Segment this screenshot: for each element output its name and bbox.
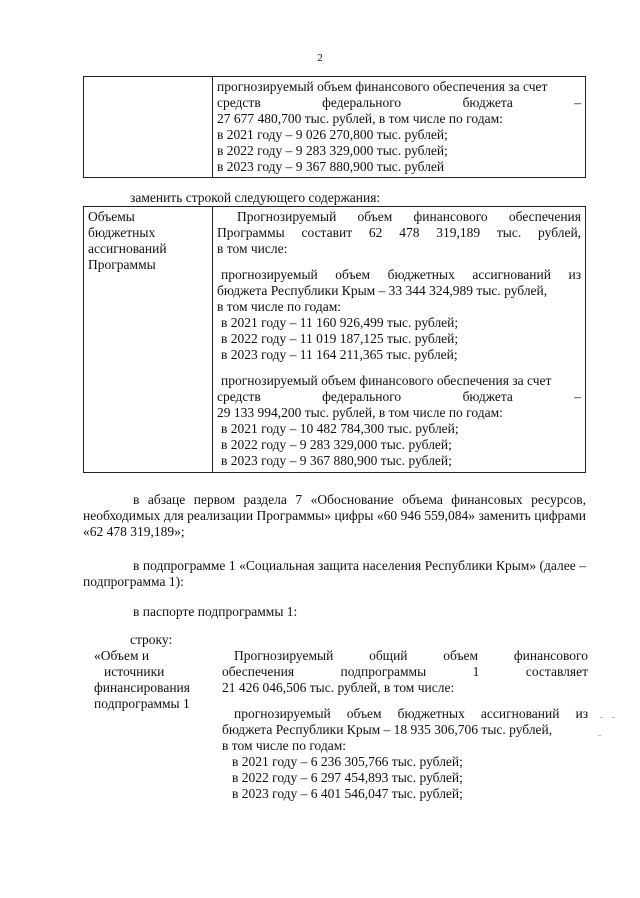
b2-p2-line3: в том числе по годам: [222,738,347,753]
stub-line-3: ассигнований [88,241,167,256]
replace-instruction: заменить строкой следующего содержания: [130,190,381,205]
stub2-line-4: подпрограммы 1 [94,696,190,711]
new-row-stub-cell [84,207,213,473]
stub-line-1: Объемы [88,209,135,224]
scan-artifact [612,717,615,718]
stub-line-2: бюджетных [88,225,156,240]
passport-row-stub [94,648,214,712]
t2-p1-line2: Программы составит 62 478 319,189 тыс. рублей, [217,225,582,240]
b2-p1-line1: Прогнозируемый общий объем финансового [234,648,589,663]
stub2-line-2: источники [104,664,165,679]
t2-p1-line1: Прогнозируемый объем финансового обеспечения [237,209,581,224]
paragraph-row: строку: [130,632,173,647]
paragraph-section-7: в абзаце первом раздела 7 «Обоснование объема финансовых ресурсов, необходимых для реализации Программы» цифры «60 946 559,084» заменить цифрами «62 478 319,189»; [83,492,586,539]
b2-p2-line2: бюджета Республики Крым – 18 935 306,706 тыс. рублей, [222,722,553,737]
t2-p2-year-2023: в 2023 году – 11 164 211,365 тыс. рублей; [221,347,458,362]
t2-p2-year-2022: в 2022 году – 11 019 187,125 тыс. рублей; [221,331,459,346]
paragraph-subprogram-1: в подпрограмме 1 «Социальная защита населения Республики Крым» (далее – подпрограмма 1): [83,558,586,589]
t2-p3-line1: прогнозируемый объем финансового обеспечения за счет [221,373,552,388]
t1-year-2022: в 2022 году – 9 283 329,000 тыс. рублей; [217,143,448,158]
stub2-line-3: финансирования [94,680,190,695]
stub2-line-1: «Объем и [94,648,150,663]
paragraph-passport: в паспорте подпрограммы 1: [133,604,298,619]
t2-p1-line3: в том числе: [217,241,288,256]
b2-p2-year-2021: в 2021 году – 6 236 305,766 тыс. рублей; [232,754,463,769]
new-row-content-cell [213,207,586,473]
t2-p3-line2: средств федерального бюджета – [217,389,582,404]
t2-p2-line3: в том числе по годам: [217,299,342,314]
t2-p2-line1: прогнозируемый объем бюджетных ассигнований из [221,267,582,282]
new-row-table [83,206,586,473]
scan-artifact [598,735,601,736]
t2-p2-line2: бюджета Республики Крым – 33 344 324,989 тыс. рублей, [217,283,548,298]
old-row-content-cell [213,77,586,178]
b2-p1-line2: обеспечения подпрограммы 1 составляет [222,664,588,679]
b2-p2-line1: прогнозируемый объем бюджетных ассигнований из [234,706,589,721]
b2-p1-line3: 21 426 046,506 тыс. рублей, в том числе: [222,680,455,695]
b2-p2-year-2022: в 2022 году – 6 297 454,893 тыс. рублей; [232,770,463,785]
t1-line1: прогнозируемый объем финансового обеспечения за счет [217,79,548,94]
t1-line3: 27 677 480,700 тыс. рублей, в том числе по годам: [217,111,503,126]
scan-artifact [600,717,603,718]
old-row-table [83,76,586,178]
t2-p3-year-2023: в 2023 году – 9 367 880,900 тыс. рублей; [221,453,452,468]
page-number: 2 [317,52,323,64]
passport-row-content [222,648,588,802]
t2-p3-year-2022: в 2022 году – 9 283 329,000 тыс. рублей; [221,437,452,452]
old-row-stub-cell [84,77,213,178]
t1-year-2023: в 2023 году – 9 367 880,900 тыс. рублей [217,159,445,174]
t1-year-2021: в 2021 году – 9 026 270,800 тыс. рублей; [217,127,448,142]
stub-line-4: Программы [88,257,156,272]
t1-line2: средств федерального бюджета – [217,95,582,110]
b2-p2-year-2023: в 2023 году – 6 401 546,047 тыс. рублей; [232,786,463,801]
t2-p3-line3: 29 133 994,200 тыс. рублей, в том числе по годам: [217,405,503,420]
t2-p3-year-2021: в 2021 году – 10 482 784,300 тыс. рублей; [221,421,459,436]
t2-p2-year-2021: в 2021 году – 11 160 926,499 тыс. рублей; [221,315,459,330]
